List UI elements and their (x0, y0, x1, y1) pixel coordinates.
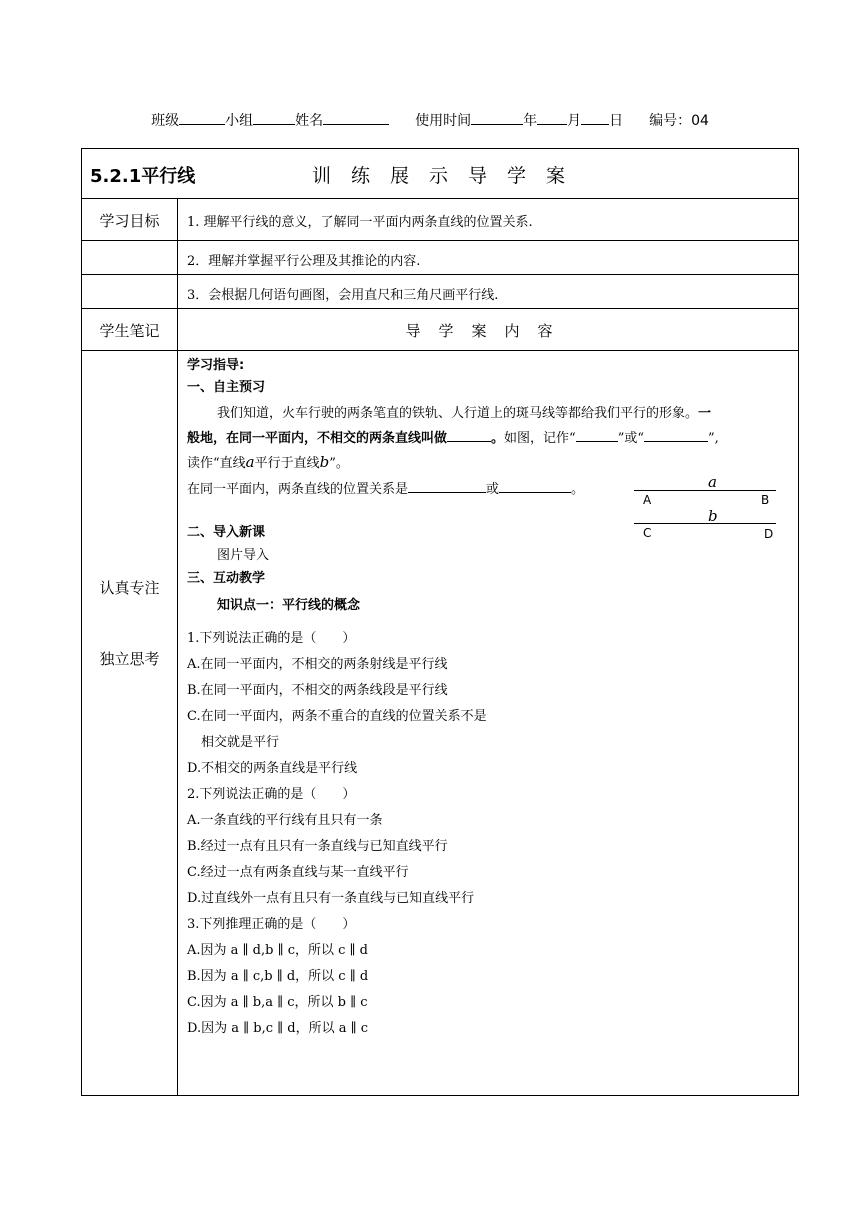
picture-intro: 图片导入 (217, 548, 270, 563)
question-3-option-d: D.因为 a ∥ b,c ∥ d，所以 a ∥ c (187, 1021, 369, 1036)
notation-blank-1[interactable] (576, 431, 618, 442)
line-b-label: b (708, 507, 718, 525)
question-2-option-c: C.经过一点有两条直线与某一直线平行 (187, 865, 409, 880)
guide-title: 学习指导: (187, 358, 245, 373)
line-a-label: a (708, 473, 717, 491)
question-2-option-d: D.过直线外一点有且只有一条直线与已知直线平行 (187, 891, 475, 906)
goals-label: 学习目标 (99, 212, 160, 230)
relation-blank-1[interactable] (408, 482, 486, 493)
month-label: 月 (567, 113, 582, 129)
line-cd (634, 523, 776, 524)
question-3-option-c: C.因为 a ∥ b,a ∥ c，所以 b ∥ c (187, 995, 368, 1010)
question-2: 2.下列说法正确的是（ ） (187, 787, 356, 802)
parallel-lines-figure (634, 475, 784, 545)
section-new-lesson: 二、导入新课 (187, 525, 266, 540)
knowledge-point-1: 知识点一：平行线的概念 (217, 598, 361, 613)
number-label: 编号：04 (649, 113, 709, 129)
question-3: 3.下列推理正确的是（ ） (187, 917, 356, 932)
side-note-focus: 认真专注 (99, 579, 160, 597)
definition-blank[interactable] (447, 431, 491, 442)
class-label: 班级 (151, 113, 180, 129)
group-label: 小组 (225, 113, 254, 129)
section-preview: 一、自主预习 (187, 380, 266, 395)
goal-row-1 (82, 199, 798, 241)
point-d-label: D (764, 527, 774, 541)
point-a-label: A (643, 493, 652, 507)
name-blank[interactable] (323, 112, 389, 125)
title-row (82, 149, 798, 199)
month-blank[interactable] (537, 112, 567, 125)
paragraph-1-line-1: 我们知道，火车行驶的两条笔直的铁轨、人行道上的斑马线等都给我们平行的形象。一 (217, 406, 712, 421)
point-b-label: B (761, 493, 770, 507)
side-note-think: 独立思考 (99, 650, 160, 668)
goal-item-1: 1. 理解平行线的意义，了解同一平面内两条直线的位置关系. (187, 215, 533, 230)
goal-item-3: 3．会根据几何语句画图，会用直尺和三角尺画平行线. (187, 288, 499, 303)
section-interactive: 三、互动教学 (187, 571, 266, 586)
question-1: 1.下列说法正确的是（ ） (187, 631, 356, 646)
name-label: 姓名 (295, 113, 324, 129)
worksheet-heading: 训练展示导学案 (312, 165, 586, 187)
notes-label: 学生笔记 (99, 322, 160, 340)
day-blank[interactable] (581, 112, 609, 125)
year-label: 年 (523, 113, 538, 129)
worksheet-table (81, 148, 799, 1096)
notation-blank-2[interactable] (644, 431, 708, 442)
question-1-option-d: D.不相交的两条直线是平行线 (187, 761, 358, 776)
question-2-option-a: A.一条直线的平行线有且只有一条 (187, 813, 383, 828)
goal-item-2: 2．理解并掌握平行公理及其推论的内容. (187, 254, 421, 269)
notes-row (82, 309, 798, 351)
lesson-title: 5.2.1平行线 (90, 166, 196, 187)
question-1-option-b: B.在同一平面内，不相交的两条线段是平行线 (187, 683, 448, 698)
question-1-option-c: C.在同一平面内，两条不重合的直线的位置关系不是 (187, 709, 487, 724)
time-blank[interactable] (471, 112, 523, 125)
question-1-option-c-cont: 相交就是平行 (201, 735, 280, 750)
class-blank[interactable] (179, 112, 225, 125)
group-blank[interactable] (253, 112, 295, 125)
paragraph-1-line-2: 般地，在同一平面内，不相交的两条直线叫做 。如图，记作“ ”或“ ”, (187, 431, 719, 446)
question-3-option-a: A.因为 a ∥ d,b ∥ c，所以 c ∥ d (187, 943, 369, 958)
question-1-option-a: A.在同一平面内，不相交的两条射线是平行线 (187, 657, 448, 672)
line-ab (634, 490, 776, 491)
goal-row-3 (82, 275, 798, 309)
point-c-label: C (643, 526, 652, 540)
question-3-option-b: B.因为 a ∥ c,b ∥ d，所以 c ∥ d (187, 969, 369, 984)
content-heading: 导学案内容 (405, 322, 571, 340)
relation-blank-2[interactable] (499, 482, 571, 493)
paragraph-2: 在同一平面内，两条直线的位置关系是 或 。 (187, 482, 585, 497)
goal-row-2 (82, 241, 798, 275)
worksheet-header (0, 110, 860, 130)
paragraph-1-line-3: 读作“直线a平行于直线b”。 (187, 453, 349, 471)
day-label: 日 (609, 113, 624, 129)
time-label: 使用时间 (415, 113, 472, 129)
question-2-option-b: B.经过一点有且只有一条直线与已知直线平行 (187, 839, 448, 854)
